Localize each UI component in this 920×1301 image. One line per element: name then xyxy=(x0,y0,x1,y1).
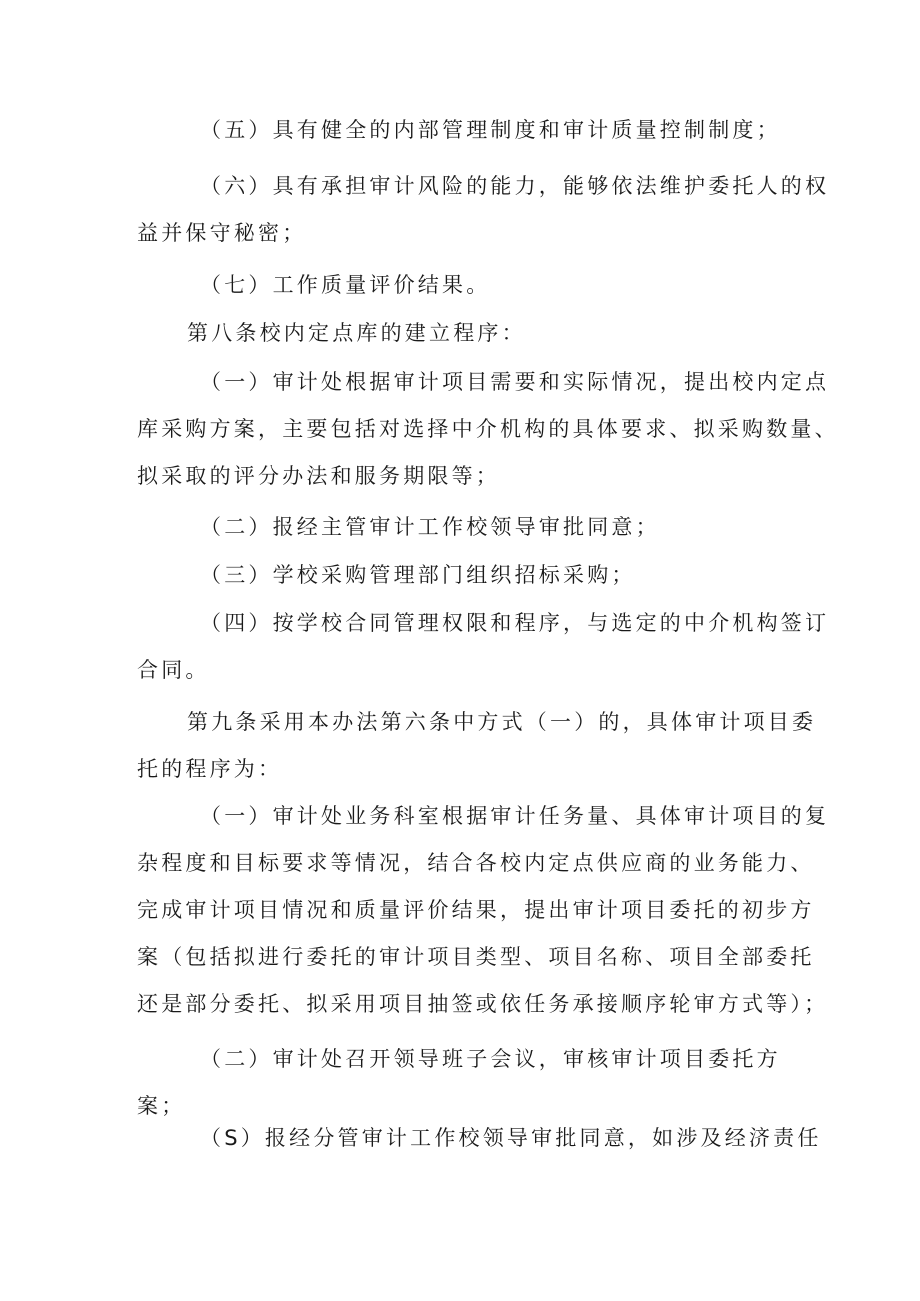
text-line: 益并保守秘密； xyxy=(137,221,307,245)
text-line: 案； xyxy=(137,1094,186,1118)
text-line: 托的程序为： xyxy=(137,757,283,781)
text-line: （一）审计处业务科室根据审计任务量、具体审计项目的复 xyxy=(200,804,830,828)
text-line: （二）审计处召开领导班子会议，审核审计项目委托方 xyxy=(200,1047,781,1071)
paragraph-article-9-item-3 xyxy=(0,1115,920,1162)
paragraph-item-5 xyxy=(0,107,920,154)
text-line: （一）审计处根据审计项目需要和实际情况，提出校内定点 xyxy=(200,370,830,394)
paragraph-article-8-item-2 xyxy=(0,504,920,551)
paragraph-item-7 xyxy=(0,262,920,309)
text-line: 库采购方案，主要包括对选择中介机构的具体要求、拟采购数量、 xyxy=(137,417,839,441)
article-8-heading xyxy=(0,310,920,357)
text-line: （四）按学校合同管理权限和程序，与选定的中介机构签订 xyxy=(200,611,830,635)
paragraph-article-8-item-1 xyxy=(0,359,920,500)
text-line: 第八条校内定点库的建立程序： xyxy=(187,321,526,345)
text-line: 杂程度和目标要求等情况，结合各校内定点供应商的业务能力、 xyxy=(137,851,815,875)
text-line: 完成审计项目情况和质量评价结果，提出审计项目委托的初步方 xyxy=(137,898,815,922)
text-line: 案（包括拟进行委托的审计项目类型、项目名称、项目全部委托 xyxy=(137,945,815,969)
paragraph-item-6 xyxy=(0,163,920,257)
text-line: （二）报经主管审计工作校领导审批同意； xyxy=(200,515,660,539)
paragraph-article-8-item-3 xyxy=(0,552,920,599)
text-line: （S）报经分管审计工作校领导审批同意，如涉及经济责任 xyxy=(200,1126,822,1150)
text-line: 还是部分委托、拟采用项目抽签或依任务承接顺序轮审方式等）； xyxy=(137,992,829,1016)
text-line: （六）具有承担审计风险的能力，能够依法维护委托人的权 xyxy=(200,174,830,198)
text-line: 第九条采用本办法第六条中方式（一）的，具体审计项目委 xyxy=(187,710,817,734)
text-line: 拟采取的评分办法和服务期限等； xyxy=(137,464,500,488)
text-line: （五）具有健全的内部管理制度和审计质量控制制度； xyxy=(200,118,781,142)
article-9-heading xyxy=(0,699,920,793)
paragraph-article-8-item-4 xyxy=(0,600,920,694)
text-line: （三）学校采购管理部门组织招标采购； xyxy=(200,563,636,587)
paragraph-article-9-item-1 xyxy=(0,793,920,1028)
text-line: 合同。 xyxy=(137,658,210,682)
text-line: （七）工作质量评价结果。 xyxy=(200,273,491,297)
